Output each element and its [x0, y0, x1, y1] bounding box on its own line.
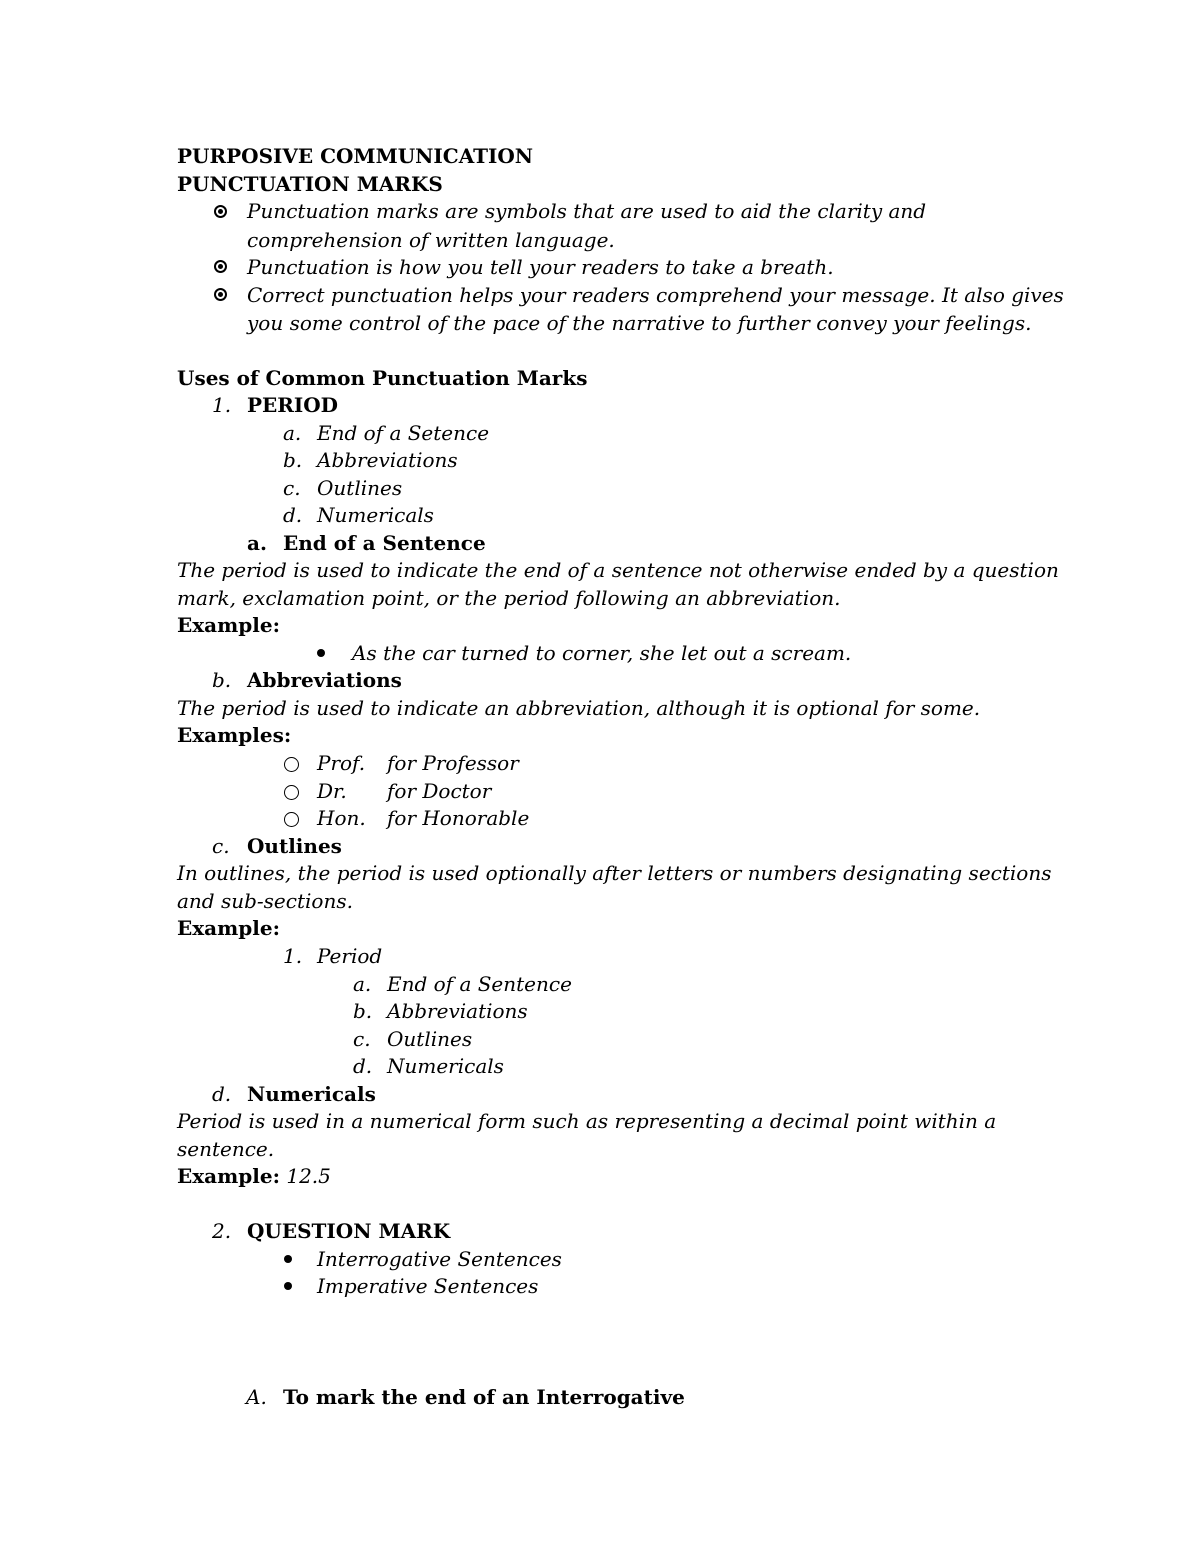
period-sub-letter-d: d. — [283, 503, 303, 527]
outlines-desc-line-1: In outlines, the period is used optionally after letters or numbers designating sections — [177, 861, 1052, 885]
outline-example-text-a: End of a Sentence — [387, 972, 572, 996]
outlines-letter: c. — [212, 834, 230, 858]
numericals-desc-line-1: Period is used in a numerical form such as representing a decimal point within a — [177, 1109, 997, 1133]
abbreviation-abbr: Prof. — [317, 751, 366, 775]
period-sub-text-a: End of a Setence — [317, 421, 490, 445]
period-sub-text-b: Abbreviations — [317, 448, 458, 472]
period-sub-letter-b: b. — [283, 448, 303, 472]
question-mark-sub-heading: To mark the end of an Interrogative — [283, 1385, 685, 1409]
abbreviations-heading: Abbreviations — [247, 668, 402, 692]
abbreviation-meaning: for Honorable — [387, 806, 530, 830]
abbreviation-meaning: for Doctor — [387, 779, 492, 803]
hollow-circle-bullet-icon — [284, 812, 299, 827]
document-title: PURPOSIVE COMMUNICATION — [177, 144, 534, 168]
outlines-example-label: Example: — [177, 916, 280, 940]
period-sub-letter-a: a. — [283, 421, 302, 445]
abbreviations-example-label: Examples: — [177, 723, 292, 747]
fisheye-bullet-icon — [214, 288, 227, 301]
period-sub-letter-c: c. — [283, 476, 301, 500]
abbreviations-letter: b. — [212, 668, 232, 692]
hollow-circle-bullet-icon — [284, 785, 299, 800]
fisheye-bullet-icon — [214, 260, 227, 273]
numericals-desc-line-2: sentence. — [177, 1137, 275, 1161]
outline-example-letter-b: b. — [353, 999, 373, 1023]
document-subtitle: PUNCTUATION MARKS — [177, 172, 443, 196]
end-sentence-example-label: Example: — [177, 613, 280, 637]
numericals-letter: d. — [212, 1082, 232, 1106]
outline-example-text-d: Numericals — [387, 1054, 504, 1078]
numericals-example-label: Example: — [177, 1164, 280, 1188]
hollow-circle-bullet-icon — [284, 757, 299, 772]
fisheye-bullet-icon — [214, 205, 227, 218]
period-heading: PERIOD — [247, 393, 339, 417]
bullet-dot-icon — [284, 1282, 292, 1290]
outline-example-text-b: Abbreviations — [387, 999, 528, 1023]
question-mark-sub-letter: A. — [246, 1385, 267, 1409]
abbreviations-desc: The period is used to indicate an abbreviation, although it is optional for some. — [177, 696, 981, 720]
end-sentence-letter: a. — [247, 531, 267, 555]
bullet-dot-icon — [284, 1255, 292, 1263]
outlines-heading: Outlines — [247, 834, 342, 858]
outline-example-letter-c: c. — [353, 1027, 371, 1051]
intro-bullet-1-line-2: comprehension of written language. — [247, 228, 615, 252]
period-sub-text-c: Outlines — [317, 476, 403, 500]
question-mark-number: 2. — [212, 1219, 232, 1243]
end-sentence-desc-line-2: mark, exclamation point, or the period following an abbreviation. — [177, 586, 841, 610]
bullet-dot-icon — [317, 649, 325, 657]
intro-bullet-3-line-2: you some control of the pace of the narrative to further convey your feelings. — [247, 311, 1032, 335]
outline-example-letter-d: d. — [353, 1054, 373, 1078]
intro-bullet-2-line-1: Punctuation is how you tell your readers to take a breath. — [247, 255, 834, 279]
period-sub-text-d: Numericals — [317, 503, 434, 527]
outlines-desc-line-2: and sub-sections. — [177, 889, 353, 913]
period-number: 1. — [212, 393, 232, 417]
abbreviation-abbr: Hon. — [317, 806, 366, 830]
intro-bullet-1-line-1: Punctuation marks are symbols that are used to aid the clarity and — [247, 199, 927, 223]
question-mark-bullet-2: Imperative Sentences — [317, 1274, 539, 1298]
numericals-heading: Numericals — [247, 1082, 376, 1106]
outline-example-text-c: Outlines — [387, 1027, 473, 1051]
outline-example-number: 1. — [283, 944, 303, 968]
abbreviation-meaning: for Professor — [387, 751, 519, 775]
numericals-example-value: 12.5 — [286, 1164, 331, 1188]
outline-example-title: Period — [317, 944, 383, 968]
numericals-example — [177, 1162, 331, 1190]
uses-heading: Uses of Common Punctuation Marks — [177, 366, 588, 390]
intro-bullet-3-line-1: Correct punctuation helps your readers comprehend your message. It also gives — [247, 283, 1064, 307]
outline-example-letter-a: a. — [353, 972, 372, 996]
question-mark-bullet-1: Interrogative Sentences — [317, 1247, 562, 1271]
question-mark-heading: QUESTION MARK — [247, 1219, 451, 1243]
abbreviation-abbr: Dr. — [317, 779, 347, 803]
end-sentence-heading: End of a Sentence — [283, 531, 486, 555]
end-sentence-example: As the car turned to corner, she let out a scream. — [352, 641, 852, 665]
end-sentence-desc-line-1: The period is used to indicate the end of a sentence not otherwise ended by a question — [177, 558, 1059, 582]
